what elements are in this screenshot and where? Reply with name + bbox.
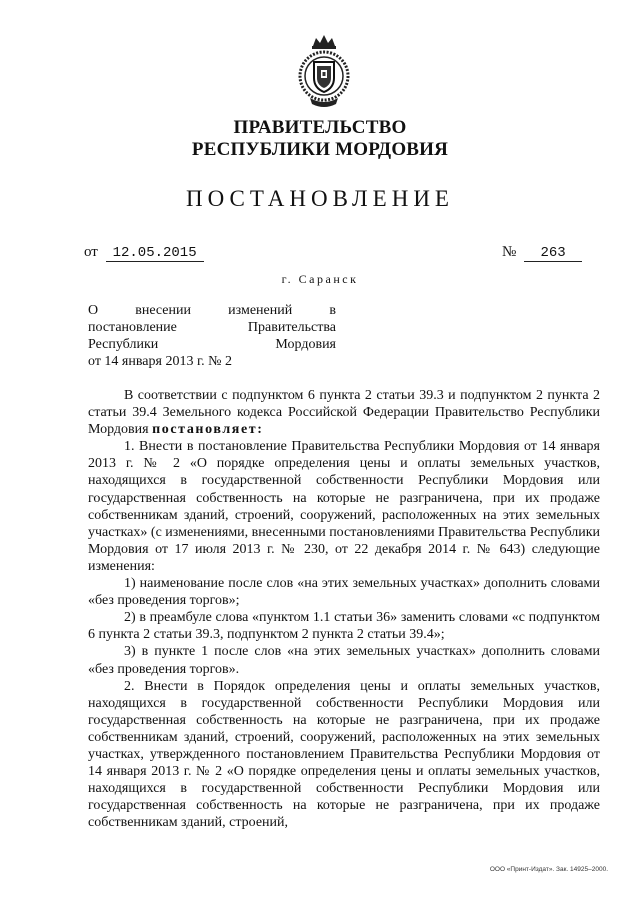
printer-imprint: ООО «Принт-Издат». Зак. 14925–2000. — [489, 866, 608, 873]
number-prefix: № — [502, 244, 517, 260]
paragraph-1-2: 2) в преамбуле слова «пунктом 1.1 статьи 36» заменить словами «с подпунктом 6 пункта 2 статьи 39.3, подпунктом 2 пункта 2 статьи 39.4»; — [88, 610, 600, 643]
paragraph-1: 1. Внести в постановление Правительства Республики Мордовия от 14 января 2013 г. № 2 «О порядке определения цены и оплаты земельных участков, находящихся в государственной собственности Республики Мордовия или государственная собственность на которые не разграничена, при их продаже собственникам зданий, строений, сооружений, расположенных на этих земельных участках» (с изменениями, внесенными постановлениями Правительства Республики Мордовия от 17 июля 2013 г. № 230, от 22 декабря 2014 г. № 643) следующие изменения: — [88, 439, 600, 574]
subject-block — [88, 302, 336, 370]
document-date: 12.05.2015 — [106, 245, 204, 262]
paragraph-2: 2. Внести в Порядок определения цены и оплаты земельных участков, находящихся в государственной собственности Республики Мордовия или государственная собственность на которые не разграничена, при их продаже собственникам зданий, строений, сооружений, расположенных на этих земельных участках, утвержденного постановлением Правительства Республики Мордовия от 14 января 2013 г. № 2 «О порядке определения цены и оплаты земельных участков, находящихся в государственной собственности Республики Мордовия или государственная собственность на которые не разграничена, при их продаже собственникам зданий, строений, — [88, 678, 600, 831]
date-prefix: от — [84, 244, 98, 260]
document-body — [88, 387, 600, 831]
government-title-line2: РЕСПУБЛИКИ МОРДОВИЯ — [191, 139, 449, 160]
decree-keyword: постановляет: — [152, 422, 264, 438]
intro-paragraph — [88, 387, 600, 438]
number-field — [502, 244, 582, 262]
subject-line: постановление Правительства — [88, 320, 336, 335]
intro-text: В соответствии с подпунктом 6 пункта 2 статьи 39.3 и подпунктом 2 пункта 2 статьи 39.4 Земельного кодекса Российской Федерации Правительство Республики Мордовия — [88, 388, 600, 438]
document-number: 263 — [524, 245, 582, 262]
coat-of-arms-emblem — [296, 32, 352, 112]
subject-line: от 14 января 2013 г. № 2 — [88, 354, 232, 369]
date-field — [84, 244, 204, 262]
paragraph-1-3: 3) в пункте 1 после слов «на этих земельных участках» дополнить словами «без проведения торгов». — [88, 644, 600, 677]
subject-line: Республики Мордовия — [88, 337, 336, 352]
paragraph-1-1: 1) наименование после слов «на этих земельных участках» дополнить словами «без проведения торгов»; — [88, 576, 600, 609]
government-title-line1: ПРАВИТЕЛЬСТВО — [233, 117, 407, 138]
document-type-title: ПОСТАНОВЛЕНИЕ — [186, 186, 454, 211]
city-line: г. Саранск — [281, 272, 359, 286]
subject-line: О внесении изменений в — [88, 303, 336, 318]
